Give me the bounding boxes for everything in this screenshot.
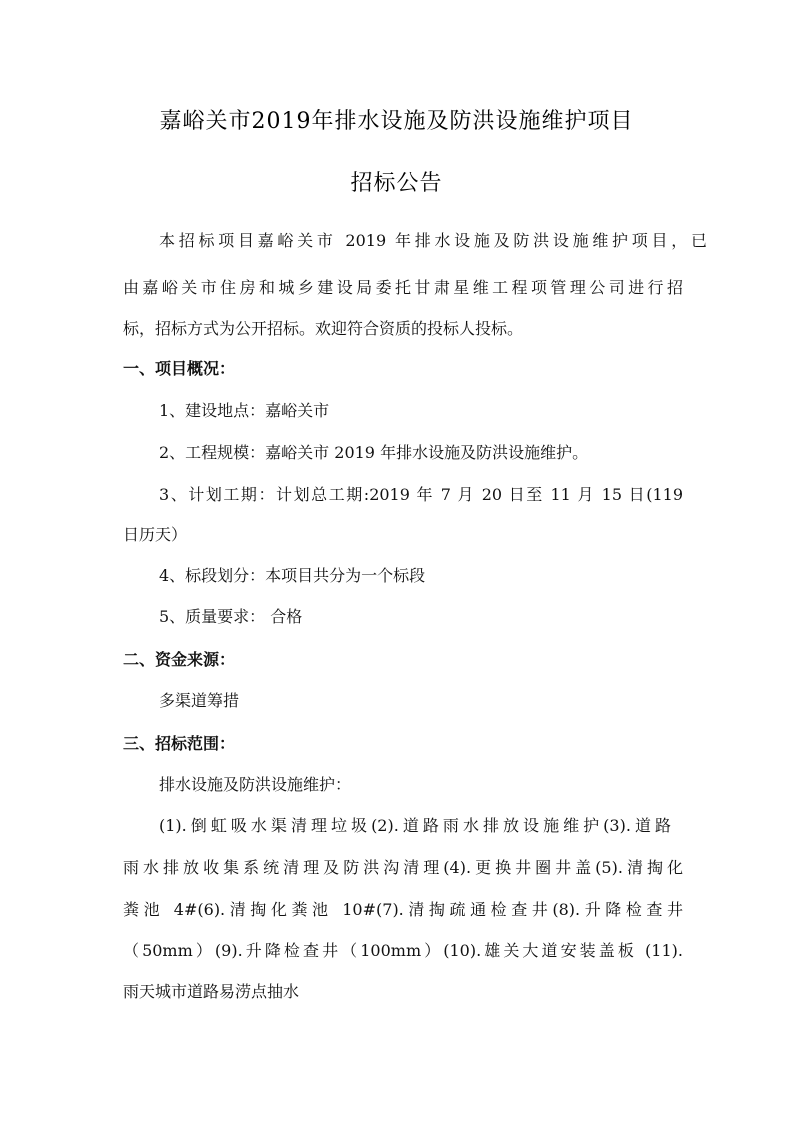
scope-line: (1).倒虹吸水渠清理垃圾(2).道路雨水排放设施维护(3).道路: [159, 816, 671, 835]
document-subtitle: 招标公告: [350, 171, 443, 196]
scope-line: 雨水排放收集系统清理及防洪沟清理(4).更换井圈井盖(5).清掏化: [123, 858, 683, 877]
section-heading-overview: 一、项目概况：: [123, 359, 236, 378]
section-heading-funding: 二、资金来源：: [123, 650, 236, 669]
document-title: 嘉峪关市2019年排水设施及防洪设施维护项目: [159, 109, 634, 134]
scope-line: （50mm）(9).升降检查井（100mm）(10).雄关大道安装盖板 (11).: [123, 941, 683, 960]
intro-paragraph-line: 本招标项目嘉峪关市 2019 年排水设施及防洪设施维护项目，已: [159, 231, 707, 250]
overview-item: 1、建设地点：嘉峪关市: [159, 401, 330, 420]
overview-item: 2、工程规模：嘉峪关市 2019 年排水设施及防洪设施维护。: [159, 443, 589, 462]
scope-lead: 排水设施及防洪设施维护：: [159, 775, 352, 794]
section-heading-scope: 三、招标范围：: [123, 734, 236, 753]
overview-item: 5、质量要求： 合格: [159, 607, 303, 626]
overview-item: 3、计划工期：计划总工期:2019 年 7 月 20 日至 11 月 15 日(119: [159, 485, 683, 504]
scope-line: 雨天城市道路易涝点抽水: [123, 982, 300, 1001]
overview-item: 4、标段划分：本项目共分为一个标段: [159, 566, 426, 585]
overview-item-continuation: 日历天）: [123, 525, 188, 544]
intro-paragraph-line: 由嘉峪关市住房和城乡建设局委托甘肃星维工程项管理公司进行招: [123, 278, 683, 297]
intro-paragraph-line: 标，招标方式为公开招标。欢迎符合资质的投标人投标。: [123, 319, 524, 338]
scope-line: 粪池 4#(6).清掏化粪池 10#(7).清掏疏通检查井(8).升降检查井: [123, 900, 683, 919]
funding-text: 多渠道筹措: [159, 691, 240, 710]
